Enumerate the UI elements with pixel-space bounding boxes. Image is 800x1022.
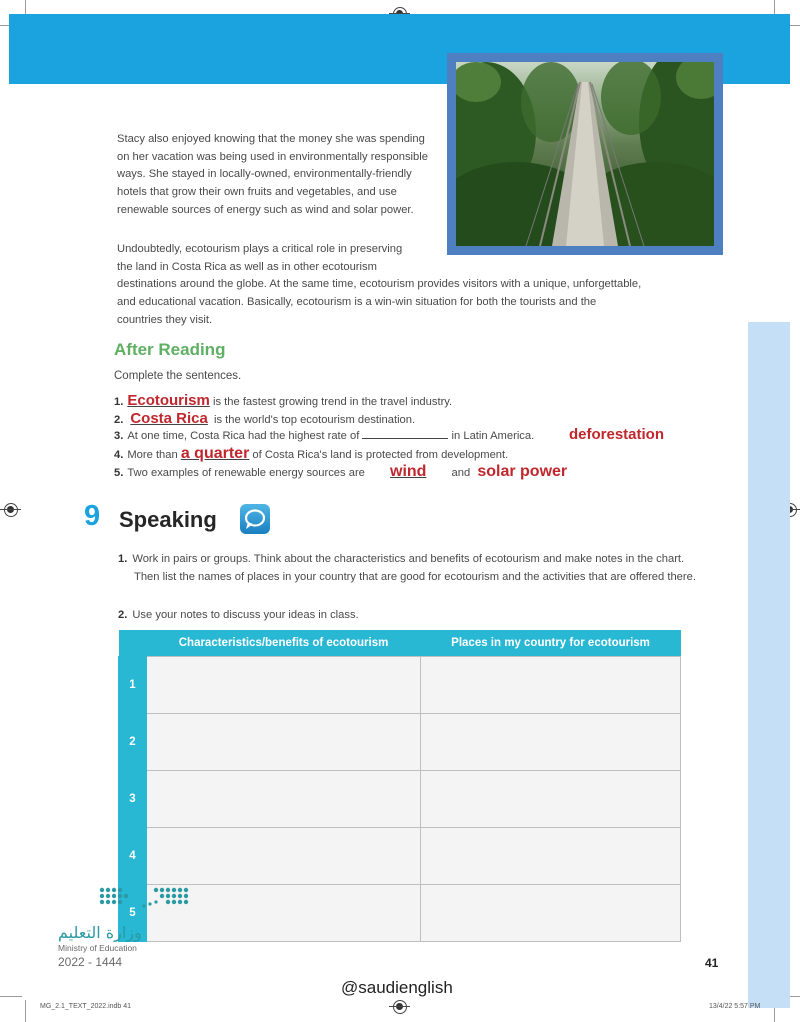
sentence-number: 2. bbox=[114, 414, 124, 426]
sentence-text: in Latin America. bbox=[448, 430, 535, 442]
sentence-text: Two examples of renewable energy sources are bbox=[127, 467, 368, 479]
sentence-text: is the world's top ecotourism destination. bbox=[210, 414, 416, 426]
table-cell[interactable] bbox=[147, 770, 421, 827]
section-number: 9 bbox=[84, 500, 101, 532]
table-cell[interactable] bbox=[421, 656, 681, 713]
watermark-handle: @saudienglish bbox=[341, 978, 453, 997]
speech-bubble-icon bbox=[240, 504, 270, 534]
page-number: 41 bbox=[705, 956, 719, 970]
sentence-number: 1. bbox=[114, 396, 124, 408]
table-cell[interactable] bbox=[421, 884, 681, 941]
sentence-3 bbox=[114, 429, 534, 442]
ministry-name-english: Ministry of Education bbox=[58, 943, 137, 953]
row-number: 3 bbox=[119, 770, 147, 827]
sentence-text: More than bbox=[127, 449, 181, 461]
sentence-number: 5. bbox=[114, 467, 124, 479]
crop-mark bbox=[0, 996, 22, 997]
section-title: Speaking bbox=[119, 507, 217, 532]
task-number: 1. bbox=[118, 553, 128, 565]
table-row bbox=[119, 713, 681, 770]
table-row bbox=[119, 656, 681, 713]
sentence-5 bbox=[114, 463, 567, 481]
registration-mark-icon bbox=[393, 1000, 407, 1014]
row-number: 5 bbox=[119, 884, 147, 941]
task-2 bbox=[118, 607, 703, 625]
registration-mark-icon bbox=[4, 503, 18, 517]
table-cell[interactable] bbox=[147, 827, 421, 884]
side-band bbox=[748, 322, 790, 1008]
row-number: 1 bbox=[119, 656, 147, 713]
sentence-1 bbox=[114, 392, 452, 409]
photo-frame bbox=[447, 53, 723, 255]
table-row bbox=[119, 827, 681, 884]
instruction: Complete the sentences. bbox=[114, 370, 242, 382]
after-reading-heading: After Reading bbox=[114, 340, 226, 359]
paragraph-line: Undoubtedly, ecotourism plays a critical role in preserving bbox=[117, 243, 403, 255]
answer-blank bbox=[362, 429, 448, 439]
edition-year: 2022 - 1444 bbox=[58, 955, 123, 969]
row-number: 4 bbox=[119, 827, 147, 884]
row-number: 2 bbox=[119, 713, 147, 770]
table-row bbox=[119, 770, 681, 827]
table-cell[interactable] bbox=[421, 770, 681, 827]
answer: a quarter bbox=[180, 445, 250, 462]
sentence-text: of Costa Rica's land is protected from development. bbox=[249, 449, 509, 461]
column-header: Places in my country for ecotourism bbox=[421, 630, 681, 656]
table-cell[interactable] bbox=[421, 713, 681, 770]
answer: deforestation bbox=[569, 426, 665, 443]
task-number: 2. bbox=[118, 609, 128, 621]
sentence-text: At one time, Costa Rica had the highest rate of bbox=[127, 430, 363, 442]
sentence-number: 4. bbox=[114, 449, 124, 461]
print-timestamp: 13/4/22 5:57 PM bbox=[709, 1003, 761, 1010]
task-1 bbox=[118, 551, 703, 586]
table-cell[interactable] bbox=[147, 656, 421, 713]
article-paragraph: Stacy also enjoyed knowing that the money she was spending on her vacation was being used in environmentally responsible ways. She stayed in locally-owned, environmentally-friendly hotels that grow their own fruits and vegetables, and use renewable sources of energy such as wind and solar power. bbox=[117, 133, 428, 216]
jungle-bridge-photo bbox=[456, 62, 714, 246]
ministry-name-arabic: وزارة التعليم bbox=[58, 923, 142, 942]
task-text: Use your notes to discuss your ideas in class. bbox=[132, 609, 359, 621]
sentence-text: and bbox=[448, 467, 474, 479]
print-slug: MG_2.1_TEXT_2022.indb 41 bbox=[40, 1003, 132, 1010]
answer: wind bbox=[390, 463, 427, 480]
table-corner bbox=[119, 630, 147, 656]
ecotourism-chart bbox=[118, 630, 681, 942]
paragraph-line: countries they visit. bbox=[117, 313, 213, 326]
paragraph-line: destinations around the globe. At the same time, ecotourism provides visitors with a unique, unforgettable, bbox=[117, 278, 642, 291]
answer: Ecotourism bbox=[127, 392, 210, 409]
table-cell[interactable] bbox=[147, 713, 421, 770]
table-header-row bbox=[119, 630, 681, 656]
answer: Costa Rica bbox=[130, 410, 208, 427]
sentence-text: is the fastest growing trend in the travel industry. bbox=[209, 396, 453, 408]
column-header: Characteristics/benefits of ecotourism bbox=[147, 630, 421, 656]
article-paragraph bbox=[117, 241, 707, 330]
sentence-number: 3. bbox=[114, 430, 124, 442]
sentence-4 bbox=[114, 445, 508, 463]
sentence-2 bbox=[114, 410, 415, 427]
paragraph-line: and educational vacation. Basically, ecotourism is a win-win situation for both the tourists and the bbox=[117, 296, 597, 309]
task-text: Work in pairs or groups. Think about the characteristics and benefits of ecotourism and make notes in the chart. Then list the names of places in your country that are good for ecotourism and the activities that are offered there. bbox=[132, 553, 696, 583]
table-cell[interactable] bbox=[421, 827, 681, 884]
answer: solar power bbox=[477, 463, 568, 480]
crop-mark bbox=[25, 1000, 26, 1022]
table-row bbox=[119, 884, 681, 941]
paragraph-line: the land in Costa Rica as well as in other ecotourism bbox=[117, 260, 377, 273]
